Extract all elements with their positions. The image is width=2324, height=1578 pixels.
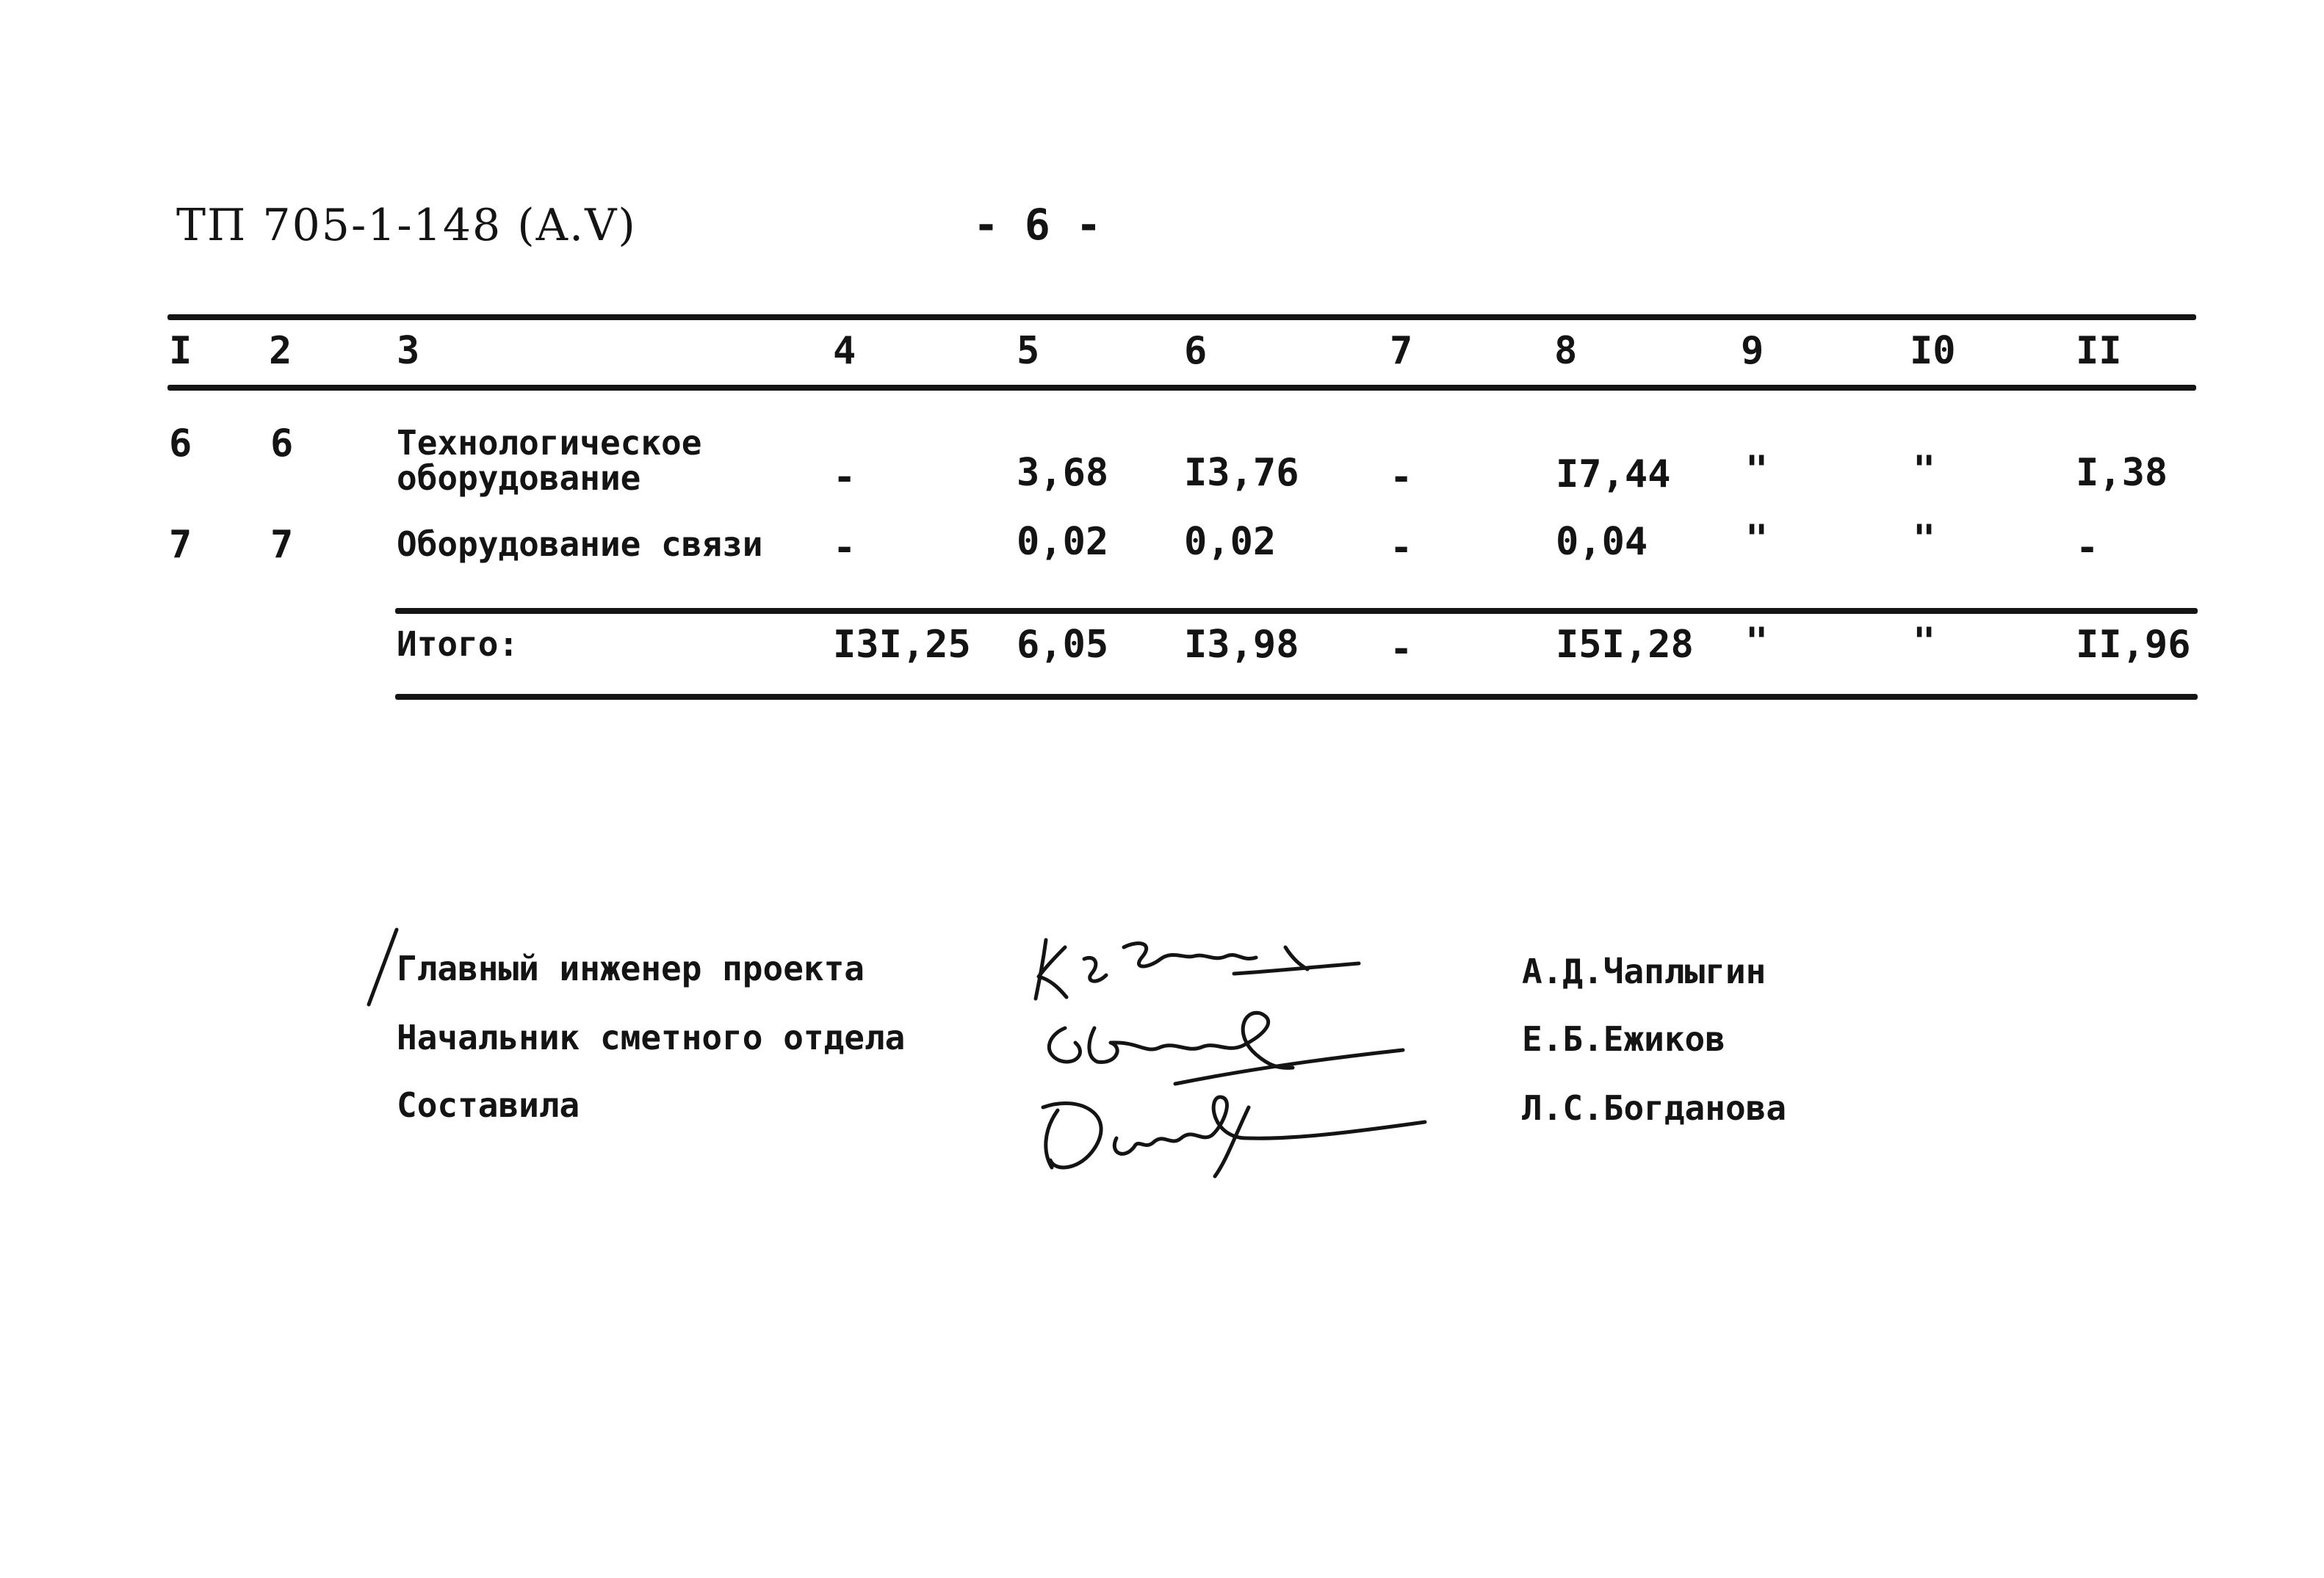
cell-col7: - bbox=[1390, 455, 1413, 499]
page-number: - 6 - bbox=[973, 200, 1102, 250]
cell-col4: - bbox=[833, 455, 856, 499]
row-number: 7 bbox=[169, 523, 192, 567]
table-header-rule bbox=[167, 385, 2196, 391]
cell-col11: I,38 bbox=[2076, 451, 2168, 495]
cell-col8: I7,44 bbox=[1556, 452, 1671, 496]
cell-col5: 0,02 bbox=[1017, 520, 1109, 564]
total-col10: " bbox=[1913, 620, 1936, 664]
signature-name: А.Д.Чаплыгин bbox=[1522, 952, 1767, 991]
cell-col4: - bbox=[833, 526, 856, 570]
cell-col6: 0,02 bbox=[1184, 520, 1277, 564]
row-number: 6 bbox=[169, 421, 192, 466]
signature-name: Е.Б.Ежиков bbox=[1522, 1019, 1725, 1059]
cell-col6: I3,76 bbox=[1184, 451, 1299, 495]
column-header: 6 bbox=[1184, 329, 1208, 373]
column-header: 5 bbox=[1017, 329, 1040, 373]
handwritten-signatures bbox=[1014, 918, 1454, 1212]
cell-col10: " bbox=[1913, 517, 1936, 561]
total-col7: - bbox=[1390, 627, 1413, 671]
total-col4: I3I,25 bbox=[833, 623, 971, 667]
total-bottom-rule bbox=[395, 694, 2198, 700]
row-position: 6 bbox=[270, 421, 294, 466]
total-col6: I3,98 bbox=[1184, 623, 1299, 667]
cell-col7: - bbox=[1390, 526, 1413, 570]
cell-col5: 3,68 bbox=[1017, 451, 1109, 495]
row-description: Оборудование связи bbox=[397, 524, 763, 564]
row-position: 7 bbox=[270, 523, 294, 567]
column-header: 2 bbox=[269, 329, 292, 373]
column-header: 9 bbox=[1741, 329, 1764, 373]
signature-role: Составила bbox=[397, 1085, 580, 1125]
column-header: 4 bbox=[833, 329, 856, 373]
table-top-rule bbox=[167, 314, 2196, 320]
signature-name: Л.С.Богданова bbox=[1522, 1088, 1787, 1128]
column-header: II bbox=[2076, 329, 2122, 373]
document-code: ТП 705-1-148 (A.V) bbox=[176, 200, 637, 251]
total-col11: II,96 bbox=[2076, 623, 2191, 667]
total-col8: I5I,28 bbox=[1556, 623, 1694, 667]
total-col5: 6,05 bbox=[1017, 623, 1109, 667]
signature-role: Начальник сметного отдела bbox=[397, 1018, 906, 1057]
signature-role: Главный инженер проекта bbox=[397, 949, 865, 988]
cell-col9: " bbox=[1745, 448, 1769, 492]
column-header: 7 bbox=[1390, 329, 1413, 373]
total-top-rule bbox=[395, 608, 2198, 614]
total-col9: " bbox=[1745, 620, 1769, 664]
cell-col10: " bbox=[1913, 448, 1936, 492]
total-label: Итого: bbox=[397, 624, 519, 664]
column-header: I bbox=[169, 329, 192, 373]
cell-col8: 0,04 bbox=[1556, 520, 1648, 564]
row-description-line1: Технологическое bbox=[397, 423, 702, 463]
column-header: I0 bbox=[1910, 329, 1956, 373]
column-header: 3 bbox=[397, 329, 420, 373]
row-description-line2: оборудование bbox=[397, 458, 641, 498]
cell-col9: " bbox=[1745, 517, 1769, 561]
column-header: 8 bbox=[1554, 329, 1578, 373]
cell-col11: - bbox=[2076, 526, 2099, 570]
